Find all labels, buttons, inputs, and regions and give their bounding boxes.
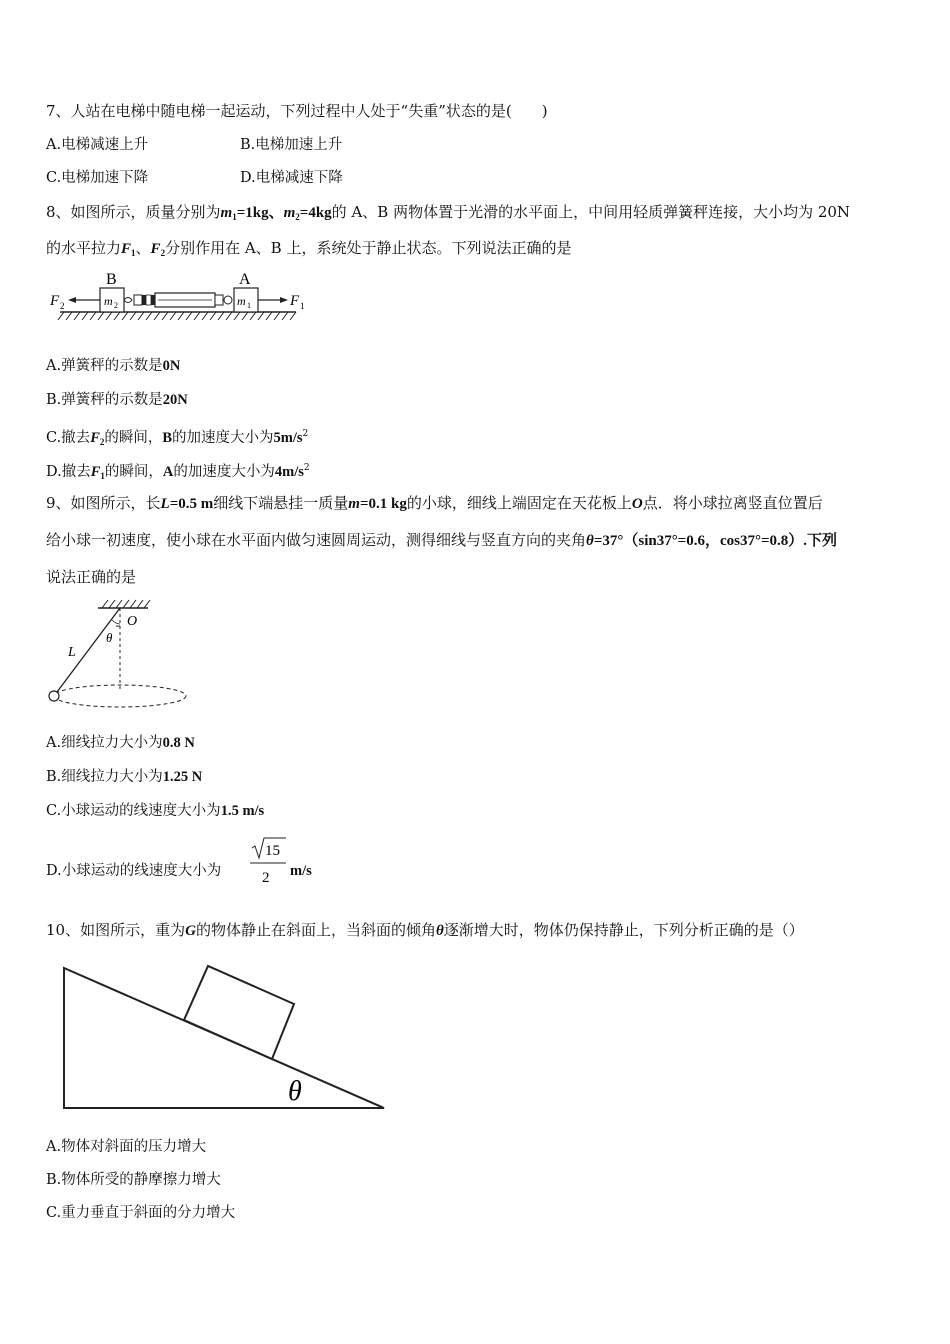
q8-fig-m2-sub: 2 bbox=[114, 301, 118, 310]
q7-option-c: C.电梯加速下降 bbox=[46, 170, 149, 186]
q8-option-c-text: 的瞬间， bbox=[104, 430, 163, 446]
q8-option-c bbox=[46, 424, 308, 452]
q10-theta-symbol: θ bbox=[435, 923, 444, 939]
q9-point-o: O bbox=[631, 496, 643, 512]
q10-text: 逐渐增大时，物体仍保持静止，下列分析正确的是（） bbox=[443, 921, 804, 939]
q8-fig-m2: m bbox=[104, 294, 113, 308]
q7-option-a: A.电梯减速上升 bbox=[46, 137, 149, 153]
q8-option-d bbox=[46, 458, 310, 486]
q8-option-d-force-sub: 1 bbox=[100, 471, 105, 481]
block-on-incline bbox=[184, 966, 294, 1059]
q8-option-c-force: F bbox=[90, 430, 100, 446]
q10-text: 的物体静止在斜面上，当斜面的倾角 bbox=[195, 921, 436, 939]
q9-option-c-text: C.小球运动的线速度大小为 bbox=[46, 803, 221, 819]
q8-option-c-force-sub: 2 bbox=[99, 437, 105, 447]
q9-option-d-fraction bbox=[248, 836, 288, 888]
q8-fig-f1: F bbox=[290, 293, 300, 309]
q8-option-a-value: 0N bbox=[162, 358, 181, 374]
q8-option-b-value: 20N bbox=[162, 392, 188, 408]
q8-f2-symbol: F bbox=[150, 241, 161, 257]
q9-conical-pendulum-figure bbox=[46, 598, 196, 716]
q9-text: 给小球一初速度，使小球在水平面内做匀速圆周运动，测得细线与竖直方向的夹角 bbox=[46, 531, 587, 549]
q8-f2-sub: 2 bbox=[160, 248, 166, 258]
q8-m2-symbol: m bbox=[283, 205, 296, 221]
q9-option-c-value: 1.5 m/s bbox=[220, 803, 265, 819]
q9-option-b-value: 1.25 N bbox=[162, 769, 203, 785]
q8-text: 的水平拉力 bbox=[46, 239, 122, 257]
q9-option-d-unit: m/s bbox=[290, 863, 312, 879]
q9-fraction-denominator: 2 bbox=[262, 870, 270, 886]
q8-m2-value: =4kg bbox=[299, 205, 332, 221]
q9-text: 点．将小球拉离竖直位置后 bbox=[642, 494, 823, 512]
q9-option-a-value: 0.8 N bbox=[162, 735, 195, 751]
q8-option-c-body: B bbox=[162, 430, 173, 446]
q9-text: 细线下端悬挂一质量 bbox=[213, 494, 349, 512]
q8-option-d-text: D.撤去 bbox=[46, 464, 91, 480]
q9-option-b bbox=[46, 767, 202, 787]
q8-fig-m1-sub: 1 bbox=[247, 301, 251, 310]
q7-option-d: D.电梯减速下降 bbox=[240, 170, 343, 186]
q8-option-b bbox=[46, 390, 188, 410]
q10-option-c: C.重力垂直于斜面的分力增大 bbox=[46, 1205, 236, 1221]
q10-stem bbox=[46, 920, 804, 941]
q10-incline-figure bbox=[60, 962, 390, 1114]
q9-theta-symbol: θ bbox=[586, 533, 594, 549]
q9-option-d: D.小球运动的线速度大小为 bbox=[46, 863, 222, 879]
q7-stem: 7、人站在电梯中随电梯一起运动，下列过程中人处于“失重”状态的是( ) bbox=[46, 102, 548, 120]
q8-fig-label-a: A bbox=[239, 271, 251, 288]
q8-option-a bbox=[46, 356, 180, 376]
q8-m1-symbol: m bbox=[220, 205, 233, 221]
q9-mass-symbol: m bbox=[348, 496, 360, 512]
q10-text: 10、如图所示，重为 bbox=[46, 921, 186, 939]
q8-option-c-value: 5m/s bbox=[273, 430, 303, 446]
q8-text: 的 A、B 两物体置于光滑的水平面上，中间用轻质弹簧秤连接，大小均为 20N bbox=[331, 203, 851, 221]
q8-option-d-body: A bbox=[162, 464, 174, 480]
q9-stem-line3: 说法正确的是 bbox=[46, 568, 137, 586]
q9-angle-value: =37°（sin37°=0.6，cos37°=0.8）.下列 bbox=[593, 533, 838, 549]
q8-option-c-text: 的加速度大小为 bbox=[172, 430, 274, 446]
q8-option-a-text: A.弹簧秤的示数是 bbox=[46, 358, 163, 374]
q9-option-a bbox=[46, 733, 195, 753]
q8-f1-symbol: F bbox=[121, 241, 132, 257]
q8-fig-m1: m bbox=[237, 294, 246, 308]
q10-option-a: A.物体对斜面的压力增大 bbox=[46, 1139, 207, 1155]
q8-option-c-text: C.撤去 bbox=[46, 430, 91, 446]
q9-text: 的小球，细线上端固定在天花板上 bbox=[406, 494, 632, 512]
q8-stem-line1 bbox=[46, 202, 850, 227]
q9-fig-l: L bbox=[68, 645, 76, 660]
q8-fig-f1-sub: 1 bbox=[300, 301, 305, 311]
q7-option-b: B.电梯加速上升 bbox=[240, 137, 343, 153]
q9-length-symbol: L bbox=[160, 496, 170, 512]
q10-option-b: B.物体所受的静摩擦力增大 bbox=[46, 1172, 221, 1188]
q8-separator: 、 bbox=[135, 239, 151, 257]
q9-fig-theta: θ bbox=[106, 630, 113, 645]
q9-fig-o: O bbox=[127, 614, 138, 629]
q8-option-d-force: F bbox=[90, 464, 101, 480]
q9-option-a-text: A.细线拉力大小为 bbox=[46, 735, 163, 751]
q8-option-d-sup: 2 bbox=[303, 463, 310, 473]
q8-m1-sub: 1 bbox=[232, 212, 237, 222]
q8-f1-sub: 1 bbox=[131, 248, 136, 258]
q8-fig-f2-sub: 2 bbox=[60, 301, 65, 311]
q10-fig-theta: θ bbox=[288, 1076, 302, 1107]
q8-option-b-text: B.弹簧秤的示数是 bbox=[46, 392, 163, 408]
q8-m1-value: =1kg、 bbox=[236, 205, 284, 221]
q8-text: 8、如图所示，质量分别为 bbox=[46, 203, 221, 221]
q9-option-c bbox=[46, 801, 264, 821]
q9-text: 9、如图所示，长 bbox=[46, 494, 161, 512]
q8-fig-label-b: B bbox=[106, 271, 117, 288]
q8-option-d-text: 的加速度大小为 bbox=[173, 464, 275, 480]
q8-spring-balance-figure bbox=[46, 268, 316, 328]
q8-m2-sub: 2 bbox=[295, 212, 300, 222]
q9-stem-line2 bbox=[46, 530, 837, 551]
q9-length-value: =0.5 m bbox=[169, 496, 214, 512]
q9-fraction-numerator: 15 bbox=[265, 843, 280, 859]
q8-stem-line2 bbox=[46, 238, 571, 263]
q8-fig-f2: F bbox=[50, 293, 60, 309]
q8-text: 分别作用在 A、B 上，系统处于静止状态。下列说法正确的是 bbox=[165, 239, 572, 257]
q9-stem-line1 bbox=[46, 493, 823, 514]
q10-weight-symbol: G bbox=[185, 923, 196, 939]
q9-option-b-text: B.细线拉力大小为 bbox=[46, 769, 163, 785]
q8-option-d-value: 4m/s bbox=[274, 464, 304, 480]
pendulum-ball bbox=[49, 691, 59, 701]
q8-option-d-text: 的瞬间， bbox=[104, 464, 163, 480]
q8-option-c-sup: 2 bbox=[302, 429, 309, 439]
q9-mass-value: =0.1 kg bbox=[359, 496, 407, 512]
